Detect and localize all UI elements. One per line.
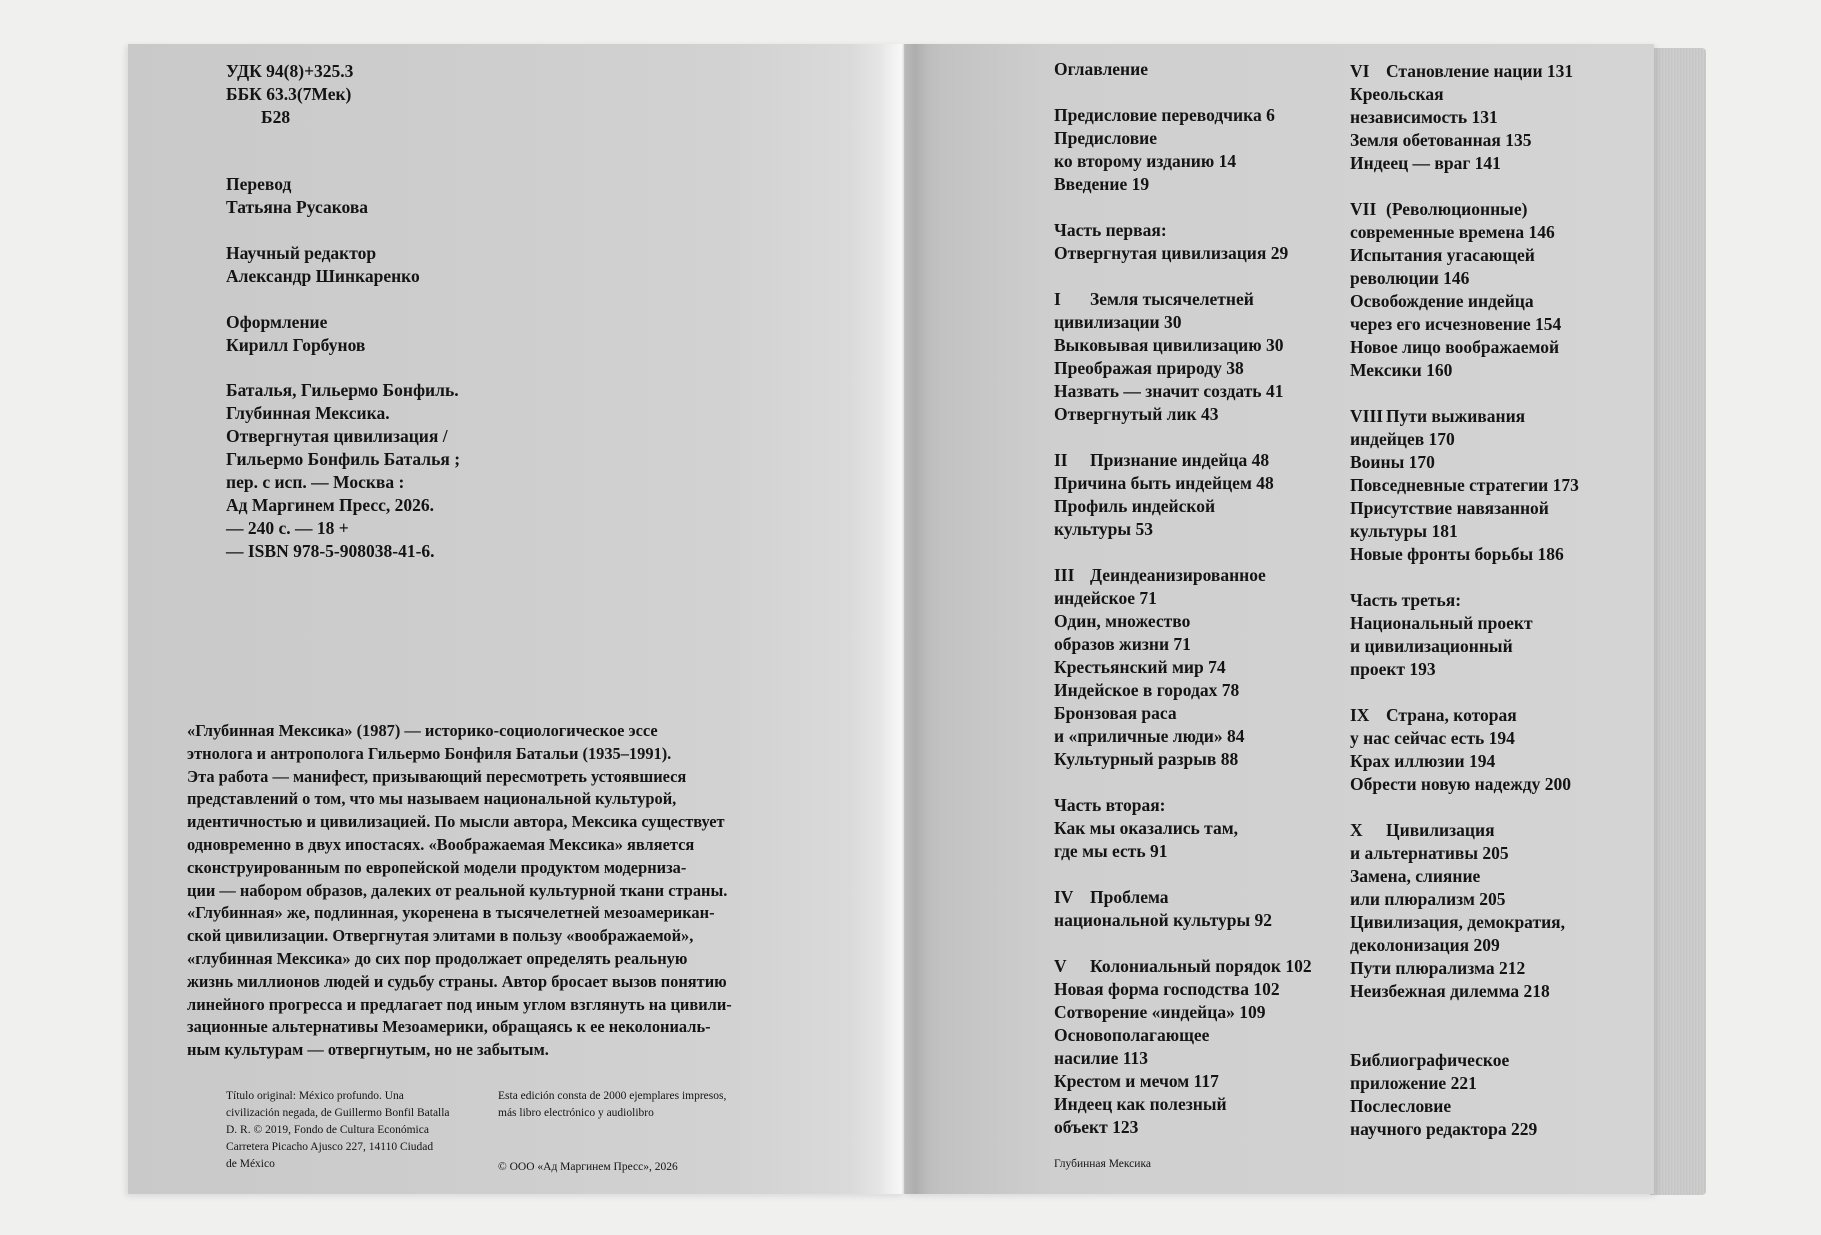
toc-entry: у нас сейчас есть 194 bbox=[1350, 728, 1515, 748]
annotation-line: одновременно в двух ипостасях. «Воображаемая Мексика» является bbox=[187, 834, 695, 854]
toc-entry: Новые фронты борьбы 186 bbox=[1350, 544, 1564, 564]
toc-chapter-heading bbox=[1350, 60, 1579, 83]
toc-chapter-heading bbox=[1054, 564, 1312, 587]
toc-entry: Один, множество bbox=[1054, 611, 1191, 631]
toc-entry: Земля обетованная 135 bbox=[1350, 130, 1532, 150]
running-footer: Глубинная Мексика bbox=[1054, 1158, 1151, 1170]
toc-entry: Новое лицо воображаемой bbox=[1350, 337, 1560, 357]
catalog-line: Ад Маргинем Пресс, 2026. bbox=[226, 495, 435, 515]
toc-entry: индейцев 170 bbox=[1350, 429, 1455, 449]
toc-entry: Замена, слияние bbox=[1350, 866, 1481, 886]
toc-entry: Индейское в городах 78 bbox=[1054, 680, 1240, 700]
chapter-number: IX bbox=[1350, 705, 1370, 725]
toc-gap bbox=[1350, 175, 1579, 198]
chapter-number: III bbox=[1054, 565, 1075, 585]
toc-entry: Обрести новую надежду 200 bbox=[1350, 774, 1572, 794]
chapter-number: II bbox=[1054, 450, 1068, 470]
toc-entry: Часть третья: bbox=[1350, 590, 1462, 610]
toc-gap bbox=[1350, 796, 1579, 819]
annotation-paragraph bbox=[187, 720, 732, 1062]
toc-entry: Причина быть индейцем 48 bbox=[1054, 473, 1274, 493]
catalog-line: Гильермо Бонфиль Баталья ; bbox=[226, 449, 461, 469]
toc-entry: независимость 131 bbox=[1350, 107, 1498, 127]
copyright-line: © ООО «Ад Маргинем Пресс», 2026 bbox=[498, 1161, 678, 1173]
catalog-line: пер. с исп. — Москва : bbox=[226, 472, 405, 492]
toc-entry: культуры 53 bbox=[1054, 519, 1153, 539]
toc-entry: образов жизни 71 bbox=[1054, 634, 1191, 654]
chapter-number: VIII bbox=[1350, 406, 1384, 426]
chapter-title: Проблема bbox=[1090, 887, 1169, 907]
bbk-code: ББК 63.3(7Мек) bbox=[226, 84, 352, 104]
chapter-number: VII bbox=[1350, 199, 1377, 219]
toc-entry: Неизбежная дилемма 218 bbox=[1350, 981, 1550, 1001]
author-mark: Б28 bbox=[261, 107, 291, 127]
toc-column-1 bbox=[1054, 104, 1312, 1139]
page-edges bbox=[1650, 48, 1706, 1195]
toc-entry: проект 193 bbox=[1350, 659, 1436, 679]
note-line: Esta edición consta de 2000 ejemplares impresos, bbox=[498, 1090, 727, 1102]
toc-entry: объект 123 bbox=[1054, 1117, 1139, 1137]
toc-entry: Цивилизация, демократия, bbox=[1350, 912, 1565, 932]
annotation-line: идентичностью и цивилизацией. По мысли автора, Мексика существует bbox=[187, 812, 725, 832]
toc-entry: научного редактора 229 bbox=[1350, 1119, 1538, 1139]
toc-entry: ко второму изданию 14 bbox=[1054, 151, 1237, 171]
toc-entry: Повседневные стратегии 173 bbox=[1350, 475, 1579, 495]
toc-entry: Национальный проект bbox=[1350, 613, 1533, 633]
toc-entry: Бронзовая раса bbox=[1054, 703, 1177, 723]
toc-gap bbox=[1054, 265, 1312, 288]
chapter-title: Земля тысячелетней bbox=[1090, 289, 1254, 309]
original-title-note bbox=[226, 1088, 450, 1173]
toc-gap bbox=[1054, 932, 1312, 955]
toc-entry: Испытания угасающей bbox=[1350, 245, 1535, 265]
chapter-number: IV bbox=[1054, 887, 1074, 907]
annotation-line: ции — набором образов, далеких от реальной культурной ткани страны. bbox=[187, 880, 728, 900]
toc-entry: Преображая природу 38 bbox=[1054, 358, 1244, 378]
toc-chapter-heading bbox=[1054, 288, 1312, 311]
toc-entry: Пути плюрализма 212 bbox=[1350, 958, 1526, 978]
credit-name: Кирилл Горбунов bbox=[226, 335, 366, 355]
toc-entry: приложение 221 bbox=[1350, 1073, 1477, 1093]
chapter-title: Деиндеанизированное bbox=[1090, 565, 1266, 585]
toc-entry: Мексики 160 bbox=[1350, 360, 1453, 380]
chapter-title: Страна, которая bbox=[1386, 705, 1517, 725]
chapter-title: Цивилизация bbox=[1386, 820, 1495, 840]
catalog-line: Отвергнутая цивилизация / bbox=[226, 426, 448, 446]
credit-label: Оформление bbox=[226, 312, 328, 332]
chapter-title: Признание индейца 48 bbox=[1090, 450, 1270, 470]
toc-chapter-heading bbox=[1054, 886, 1312, 909]
toc-entry: Креольская bbox=[1350, 84, 1444, 104]
toc-chapter-heading bbox=[1350, 704, 1579, 727]
note-line: más libro electrónico y audiolibro bbox=[498, 1107, 654, 1119]
toc-entry: Предисловие bbox=[1054, 128, 1158, 148]
chapter-number: X bbox=[1350, 820, 1363, 840]
toc-entry: Послесловие bbox=[1350, 1096, 1452, 1116]
credit-name: Татьяна Русакова bbox=[226, 197, 369, 217]
classification-codes bbox=[226, 60, 353, 129]
chapter-number: V bbox=[1054, 956, 1067, 976]
note-line: civilización negada, de Guillermo Bonfil Batalla bbox=[226, 1107, 450, 1119]
toc-entry: национальной культуры 92 bbox=[1054, 910, 1273, 930]
right-page bbox=[904, 44, 1654, 1194]
toc-gap bbox=[1350, 1026, 1579, 1049]
chapter-title: (Революционные) bbox=[1386, 199, 1528, 219]
annotation-line: «Глубинная Мексика» (1987) — историко-социологическое эссе bbox=[187, 721, 658, 740]
toc-entry: через его исчезновение 154 bbox=[1350, 314, 1562, 334]
catalog-line: Глубинная Мексика. bbox=[226, 403, 390, 423]
toc-entry: Назвать — значит создать 41 bbox=[1054, 381, 1284, 401]
toc-entry: Часть вторая: bbox=[1054, 795, 1166, 815]
catalog-record bbox=[226, 379, 460, 563]
annotation-line: ным культурам — отвергнутым, но не забытым. bbox=[187, 1040, 549, 1060]
toc-entry: Крах иллюзии 194 bbox=[1350, 751, 1496, 771]
chapter-title: Пути выживания bbox=[1386, 406, 1526, 426]
toc-entry: Крестьянский мир 74 bbox=[1054, 657, 1226, 677]
toc-gap bbox=[1054, 771, 1312, 794]
chapter-number: VI bbox=[1350, 61, 1370, 81]
toc-entry: деколонизация 209 bbox=[1350, 935, 1500, 955]
toc-title: Оглавление bbox=[1054, 59, 1148, 79]
toc-entry: и альтернативы 205 bbox=[1350, 843, 1509, 863]
catalog-line: — 240 с. — 18 + bbox=[226, 518, 349, 538]
toc-gap bbox=[1350, 382, 1579, 405]
toc-entry: Основополагающее bbox=[1054, 1025, 1210, 1045]
toc-gap bbox=[1054, 541, 1312, 564]
toc-chapter-heading bbox=[1054, 955, 1312, 978]
annotation-line: линейного прогресса и предлагает под иным углом взглянуть на цивили- bbox=[187, 994, 732, 1014]
toc-column-2 bbox=[1350, 60, 1579, 1141]
note-line: Carretera Picacho Ajusco 227, 14110 Ciudad bbox=[226, 1141, 434, 1153]
credits bbox=[226, 173, 420, 357]
note-line: Título original: México profundo. Una bbox=[226, 1090, 404, 1102]
toc-entry: Культурный разрыв 88 bbox=[1054, 749, 1239, 769]
toc-chapter-heading bbox=[1350, 405, 1579, 428]
toc-gap bbox=[1054, 426, 1312, 449]
annotation-line: этнолога и антрополога Гильермо Бонфиля Батальи (1935–1991). bbox=[187, 743, 672, 763]
toc-entry: Библиографическое bbox=[1350, 1050, 1510, 1070]
toc-entry: Новая форма господства 102 bbox=[1054, 979, 1280, 999]
toc-entry: Присутствие навязанной bbox=[1350, 498, 1549, 518]
left-page bbox=[128, 44, 904, 1194]
toc-chapter-heading bbox=[1350, 198, 1579, 221]
toc-gap bbox=[1054, 196, 1312, 219]
toc-entry: Индеец — враг 141 bbox=[1350, 153, 1501, 173]
toc-entry: насилие 113 bbox=[1054, 1048, 1149, 1068]
toc-chapter-heading bbox=[1054, 449, 1312, 472]
note-line: D. R. © 2019, Fondo de Cultura Económica bbox=[226, 1124, 429, 1136]
credit-label: Научный редактор bbox=[226, 243, 377, 263]
chapter-title: Становление нации 131 bbox=[1386, 61, 1574, 81]
credit-label: Перевод bbox=[226, 174, 292, 194]
toc-entry: где мы есть 91 bbox=[1054, 841, 1168, 861]
toc-gap bbox=[1350, 1003, 1579, 1026]
annotation-line: «Глубинная» же, подлинная, укоренена в тысячелетней мезоамерикан- bbox=[187, 903, 715, 923]
credit-name: Александр Шинкаренко bbox=[226, 266, 420, 286]
toc-entry: Предисловие переводчика 6 bbox=[1054, 105, 1275, 125]
toc-entry: или плюрализм 205 bbox=[1350, 889, 1506, 909]
toc-entry: Как мы оказались там, bbox=[1054, 818, 1239, 838]
toc-entry: цивилизации 30 bbox=[1054, 312, 1182, 332]
edition-note bbox=[498, 1088, 726, 1122]
toc-entry: современные времена 146 bbox=[1350, 222, 1555, 242]
toc-entry: Профиль индейской bbox=[1054, 496, 1216, 516]
catalog-line: Баталья, Гильермо Бонфиль. bbox=[226, 380, 459, 400]
toc-chapter-heading bbox=[1350, 819, 1579, 842]
catalog-line: — ISBN 978-5-908038-41-6. bbox=[226, 541, 435, 561]
toc-entry: Индеец как полезный bbox=[1054, 1094, 1227, 1114]
toc-entry: и цивилизационный bbox=[1350, 636, 1513, 656]
annotation-line: сконструированным по европейской модели продуктом модерниза- bbox=[187, 857, 687, 877]
toc-entry: Сотворение «индейца» 109 bbox=[1054, 1002, 1266, 1022]
udk-code: УДК 94(8)+325.3 bbox=[226, 61, 354, 81]
toc-gap bbox=[1054, 863, 1312, 886]
toc-entry: Отвергнутая цивилизация 29 bbox=[1054, 243, 1289, 263]
toc-entry: индейское 71 bbox=[1054, 588, 1157, 608]
toc-gap bbox=[1350, 681, 1579, 704]
annotation-line: представлений о том, что мы называем национальной культурой, bbox=[187, 789, 677, 809]
toc-entry: Освобождение индейца bbox=[1350, 291, 1534, 311]
toc-entry: Воины 170 bbox=[1350, 452, 1435, 472]
toc-entry: Отвергнутый лик 43 bbox=[1054, 404, 1219, 424]
toc-entry: культуры 181 bbox=[1350, 521, 1458, 541]
toc-entry: Введение 19 bbox=[1054, 174, 1150, 194]
chapter-number: I bbox=[1054, 289, 1061, 309]
annotation-line: жизнь миллионов людей и судьбу страны. Автор бросает вызов понятию bbox=[187, 971, 727, 991]
annotation-line: Эта работа — манифест, призывающий пересмотреть устоявшиеся bbox=[187, 766, 687, 786]
toc-gap bbox=[1350, 566, 1579, 589]
toc-entry: и «приличные люди» 84 bbox=[1054, 726, 1245, 746]
chapter-title: Колониальный порядок 102 bbox=[1090, 956, 1312, 976]
annotation-line: зационные альтернативы Мезоамерики, обращаясь к ее неколониаль- bbox=[187, 1017, 711, 1037]
annotation-line: ской цивилизации. Отвергнутая элитами в пользу «воображаемой», bbox=[187, 926, 694, 946]
annotation-line: «глубинная Мексика» до сих пор продолжает определять реальную bbox=[187, 948, 688, 968]
toc-entry: Крестом и мечом 117 bbox=[1054, 1071, 1219, 1091]
toc-entry: революции 146 bbox=[1350, 268, 1470, 288]
toc-entry: Часть первая: bbox=[1054, 220, 1167, 240]
toc-entry: Выковывая цивилизацию 30 bbox=[1054, 335, 1284, 355]
note-line: de México bbox=[226, 1158, 275, 1170]
